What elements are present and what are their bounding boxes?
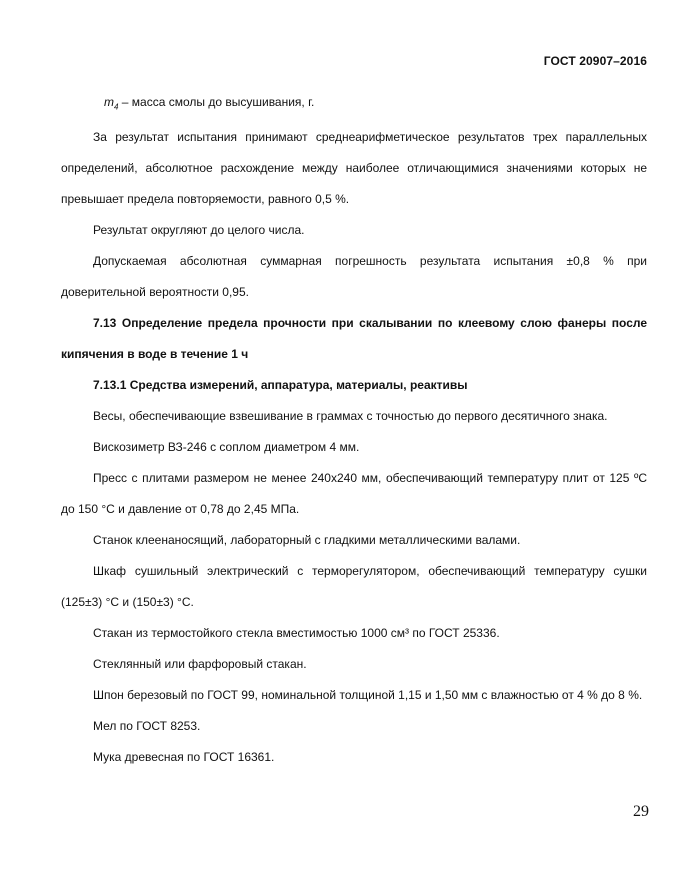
list-item-glue-machine: Станок клеенаносящий, лабораторный с гладкими металлическими валами. — [93, 533, 521, 548]
subsection-heading-7-13-1: 7.13.1 Средства измерений, аппаратура, материалы, реактивы — [93, 378, 468, 393]
document-body — [61, 87, 647, 773]
list-item-press: Пресс с плитами размером не менее 240х240 мм, обеспечивающий температуру плит от 125 ºС до 150 °С и давление от 0,78 до 2,45 МПа. — [61, 471, 647, 517]
paragraph-error: Допускаемая абсолютная суммарная погрешность результата испытания ±0,8 % при доверительной вероятности 0,95. — [61, 254, 647, 300]
document-header: ГОСТ 20907–2016 — [543, 54, 647, 68]
list-item-scales: Весы, обеспечивающие взвешивание в граммах с точностью до первого десятичного знака. — [93, 409, 608, 424]
list-item-glass-or-porcelain-beaker: Стеклянный или фарфоровый стакан. — [93, 657, 307, 672]
page-number: 29 — [633, 803, 649, 820]
list-item-wood-flour: Мука древесная по ГОСТ 16361. — [93, 750, 275, 765]
list-item-chalk: Мел по ГОСТ 8253. — [93, 719, 201, 734]
list-item-birch-veneer: Шпон березовый по ГОСТ 99, номинальной толщиной 1,15 и 1,50 мм с влажностью от 4 % до 8 %. — [93, 688, 643, 703]
formula-symbol: m — [104, 95, 114, 109]
section-heading-7-13: 7.13 Определение предела прочности при скалывании по клеевому слою фанеры после кипячения в воде в течение 1 ч — [61, 316, 647, 362]
paragraph-rounding: Результат округляют до целого числа. — [93, 223, 305, 238]
formula-variable-note — [61, 87, 647, 122]
paragraph-result-average: За результат испытания принимают среднеарифметическое результатов трех параллельных определений, абсолютное расхождение между наиболее отличающимися значениями которых не превышает предела повторяемости, равного 0,5 %. — [61, 130, 647, 207]
formula-subscript: 4 — [114, 102, 119, 112]
list-item-drying-cabinet: Шкаф сушильный электрический с терморегулятором, обеспечивающий температуру сушки (125±3) °С и (150±3) °С. — [61, 564, 647, 610]
formula-description: – масса смолы до высушивания, г. — [118, 95, 315, 109]
list-item-viscometer: Вискозиметр ВЗ-246 с соплом диаметром 4 мм. — [93, 440, 360, 455]
list-item-glass-beaker: Стакан из термостойкого стекла вместимостью 1000 см³ по ГОСТ 25336. — [93, 626, 500, 641]
